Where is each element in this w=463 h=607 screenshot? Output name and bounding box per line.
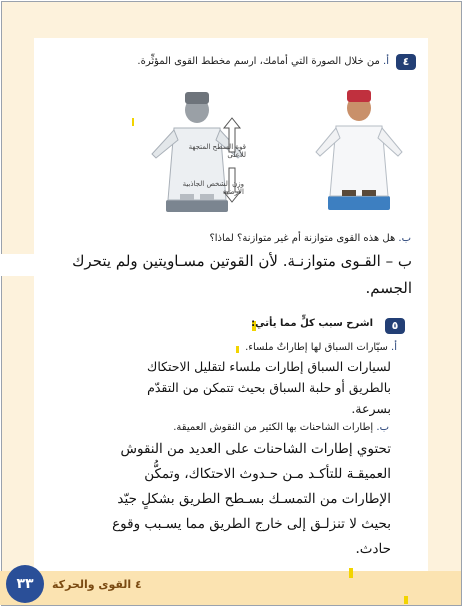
question-4b-prompt: هل هذه القوى متوازنة أم غير متوازنة؟ لماذا؟ bbox=[209, 233, 396, 244]
question-4a-prompt: من خلال الصورة التي أمامك، ارسم مخطط القوى المؤثِّرة. bbox=[137, 56, 380, 67]
highlight-mark bbox=[236, 346, 239, 353]
question-5b-label: ب. bbox=[376, 422, 389, 433]
margin-whiteout bbox=[0, 254, 54, 276]
answer-5b-line2: العميقـة للتأكـد مـن حـدوث الاحتكاك، وتمكُّن bbox=[144, 466, 391, 482]
question-4b-label: ب. bbox=[398, 233, 411, 244]
question-4a-label: أ. bbox=[383, 56, 389, 67]
question-5-intro: اشرح سبب كلٍّ مما يأتي: bbox=[251, 318, 373, 329]
question-5a-label: أ. bbox=[391, 342, 397, 353]
question-5b-prompt: إطارات الشاحنات بها الكثير من النقوش العميقة. bbox=[173, 422, 374, 433]
answer-4b-line1: ب – القـوى متوازنـة. لأن القوتين مسـاويتين ولم يتحرك bbox=[72, 252, 412, 270]
highlight-mark bbox=[404, 596, 408, 604]
chapter-title: ٤ القوى والحركة bbox=[52, 578, 142, 591]
answer-5a-line3: بسرعة. bbox=[351, 401, 391, 416]
question-4-badge: ٤ bbox=[396, 54, 416, 70]
highlight-mark bbox=[349, 568, 353, 578]
upward-force-label: قوة السطح المتجهة للأعلى bbox=[188, 143, 246, 159]
question-5b-text bbox=[173, 422, 389, 433]
question-4a-text bbox=[137, 56, 389, 67]
answer-5a-line1: لسيارات السباق إطارات ملساء لتقليل الاحتكاك bbox=[147, 359, 391, 374]
answer-5b-line4: بحيث لا تنزلـق إلى خارج الطريق مما يسـبب وقوع bbox=[112, 516, 391, 532]
question-4b-text bbox=[209, 233, 411, 244]
answer-5b-line3: الإطارات من التمسـك بسـطح الطريق بشكلٍ جيّد bbox=[117, 491, 391, 507]
answer-5a-line2: بالطريق أو حلبة السباق بحيث تتمكن من التقدّم bbox=[147, 380, 391, 395]
page-number: ٣٣ bbox=[6, 565, 44, 603]
question-5a-text bbox=[245, 342, 397, 353]
answer-5b-line5: حادث. bbox=[355, 541, 391, 557]
question-5a-prompt: سيّارات السباق لها إطاراتٌ ملساء. bbox=[245, 342, 388, 353]
question-5-badge: ٥ bbox=[385, 318, 405, 334]
figure-right-man bbox=[316, 90, 402, 210]
force-diagram-figure bbox=[140, 88, 410, 223]
answer-4b-line2: الجسم. bbox=[365, 279, 412, 297]
answer-5b-line1: تحتوي إطارات الشاحنات على العديد من النقوش bbox=[120, 441, 391, 457]
downward-force-label: وزن الشخص الجاذبية الأرضية bbox=[182, 180, 244, 196]
highlight-mark bbox=[132, 118, 134, 126]
